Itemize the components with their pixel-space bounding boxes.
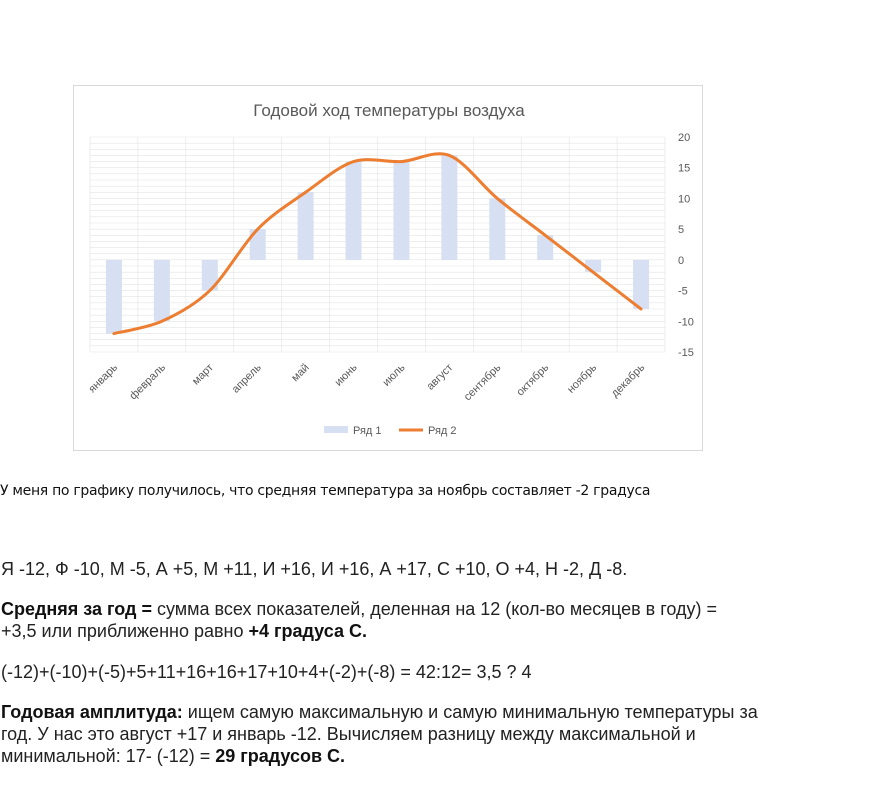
caption-text: У меня по графику получилось, что средняя температура за ноябрь составляет -2 градуса [0,483,651,499]
annual-mean-paragraph [1,598,741,642]
x-tick-label: ноябрь [565,361,600,396]
x-tick-label: декабрь [609,361,648,400]
bar-июль [393,162,409,260]
month-values-line: Я -12, Ф -10, М -5, А +5, М +11, И +16, И +16, А +17, С +10, О +4, Н -2, Д -8. [1,559,628,579]
y-tick-label: 15 [678,162,691,175]
legend-label-series1: Ряд 1 [353,425,382,437]
mean-text: сумма всех показателей, деленная на 12 (кол-во месяцев в году) = +3,5 или приближенно равно [1,599,718,641]
chart-container [73,85,703,451]
amplitude-label: Годовая амплитуда: [1,702,183,722]
amplitude-paragraph [1,701,761,767]
x-tick-label: сентябрь [461,361,504,404]
bar-сентябрь [489,198,505,259]
y-tick-label: -10 [678,316,694,329]
mean-formula: (-12)+(-10)+(-5)+5+11+16+16+17+10+4+(-2)+(-8) = 42:12= 3,5 ? 4 [1,662,532,682]
y-tick-label: 5 [678,224,685,237]
mean-label: Средняя за год = [1,599,152,619]
x-tick-label: октябрь [514,361,552,399]
bar-январь [106,260,122,334]
bar-февраль [154,260,170,321]
bar-май [298,192,314,260]
chart-title: Годовой ход температуры воздуха [253,101,525,120]
x-tick-label: июнь [332,361,360,389]
bar-декабрь [633,260,649,309]
x-tick-label: январь [86,361,121,396]
x-tick-label: апрель [229,361,264,396]
y-tick-label: 0 [678,254,685,267]
mean-result: +4 градуса С. [248,621,367,641]
legend-swatch-bar [324,426,348,433]
x-tick-label: март [190,361,216,388]
temperature-chart [74,86,704,452]
bar-август [441,155,457,259]
amplitude-text: ищем самую максимальную и самую минимальную температуры за год. У нас это август +17 и январь -12. Вычисляем разницу между максимальной и минимальной: 17- (-12) = [1,702,758,766]
legend [324,425,457,437]
y-tick-label: 20 [678,132,691,144]
legend-label-series2: Ряд 2 [428,425,457,437]
y-tick-label: -15 [678,347,694,359]
y-axis-ticks [678,132,694,359]
x-tick-label: август [424,361,456,393]
y-tick-label: 10 [678,193,691,206]
y-tick-label: -5 [678,285,688,298]
x-tick-label: май [289,361,312,385]
x-tick-label: июль [380,361,408,389]
x-axis-ticks [86,361,647,403]
gridlines [90,137,665,352]
amplitude-result: 29 градусов С. [215,746,346,766]
bar-июнь [346,162,362,260]
x-tick-label: февраль [127,361,168,403]
